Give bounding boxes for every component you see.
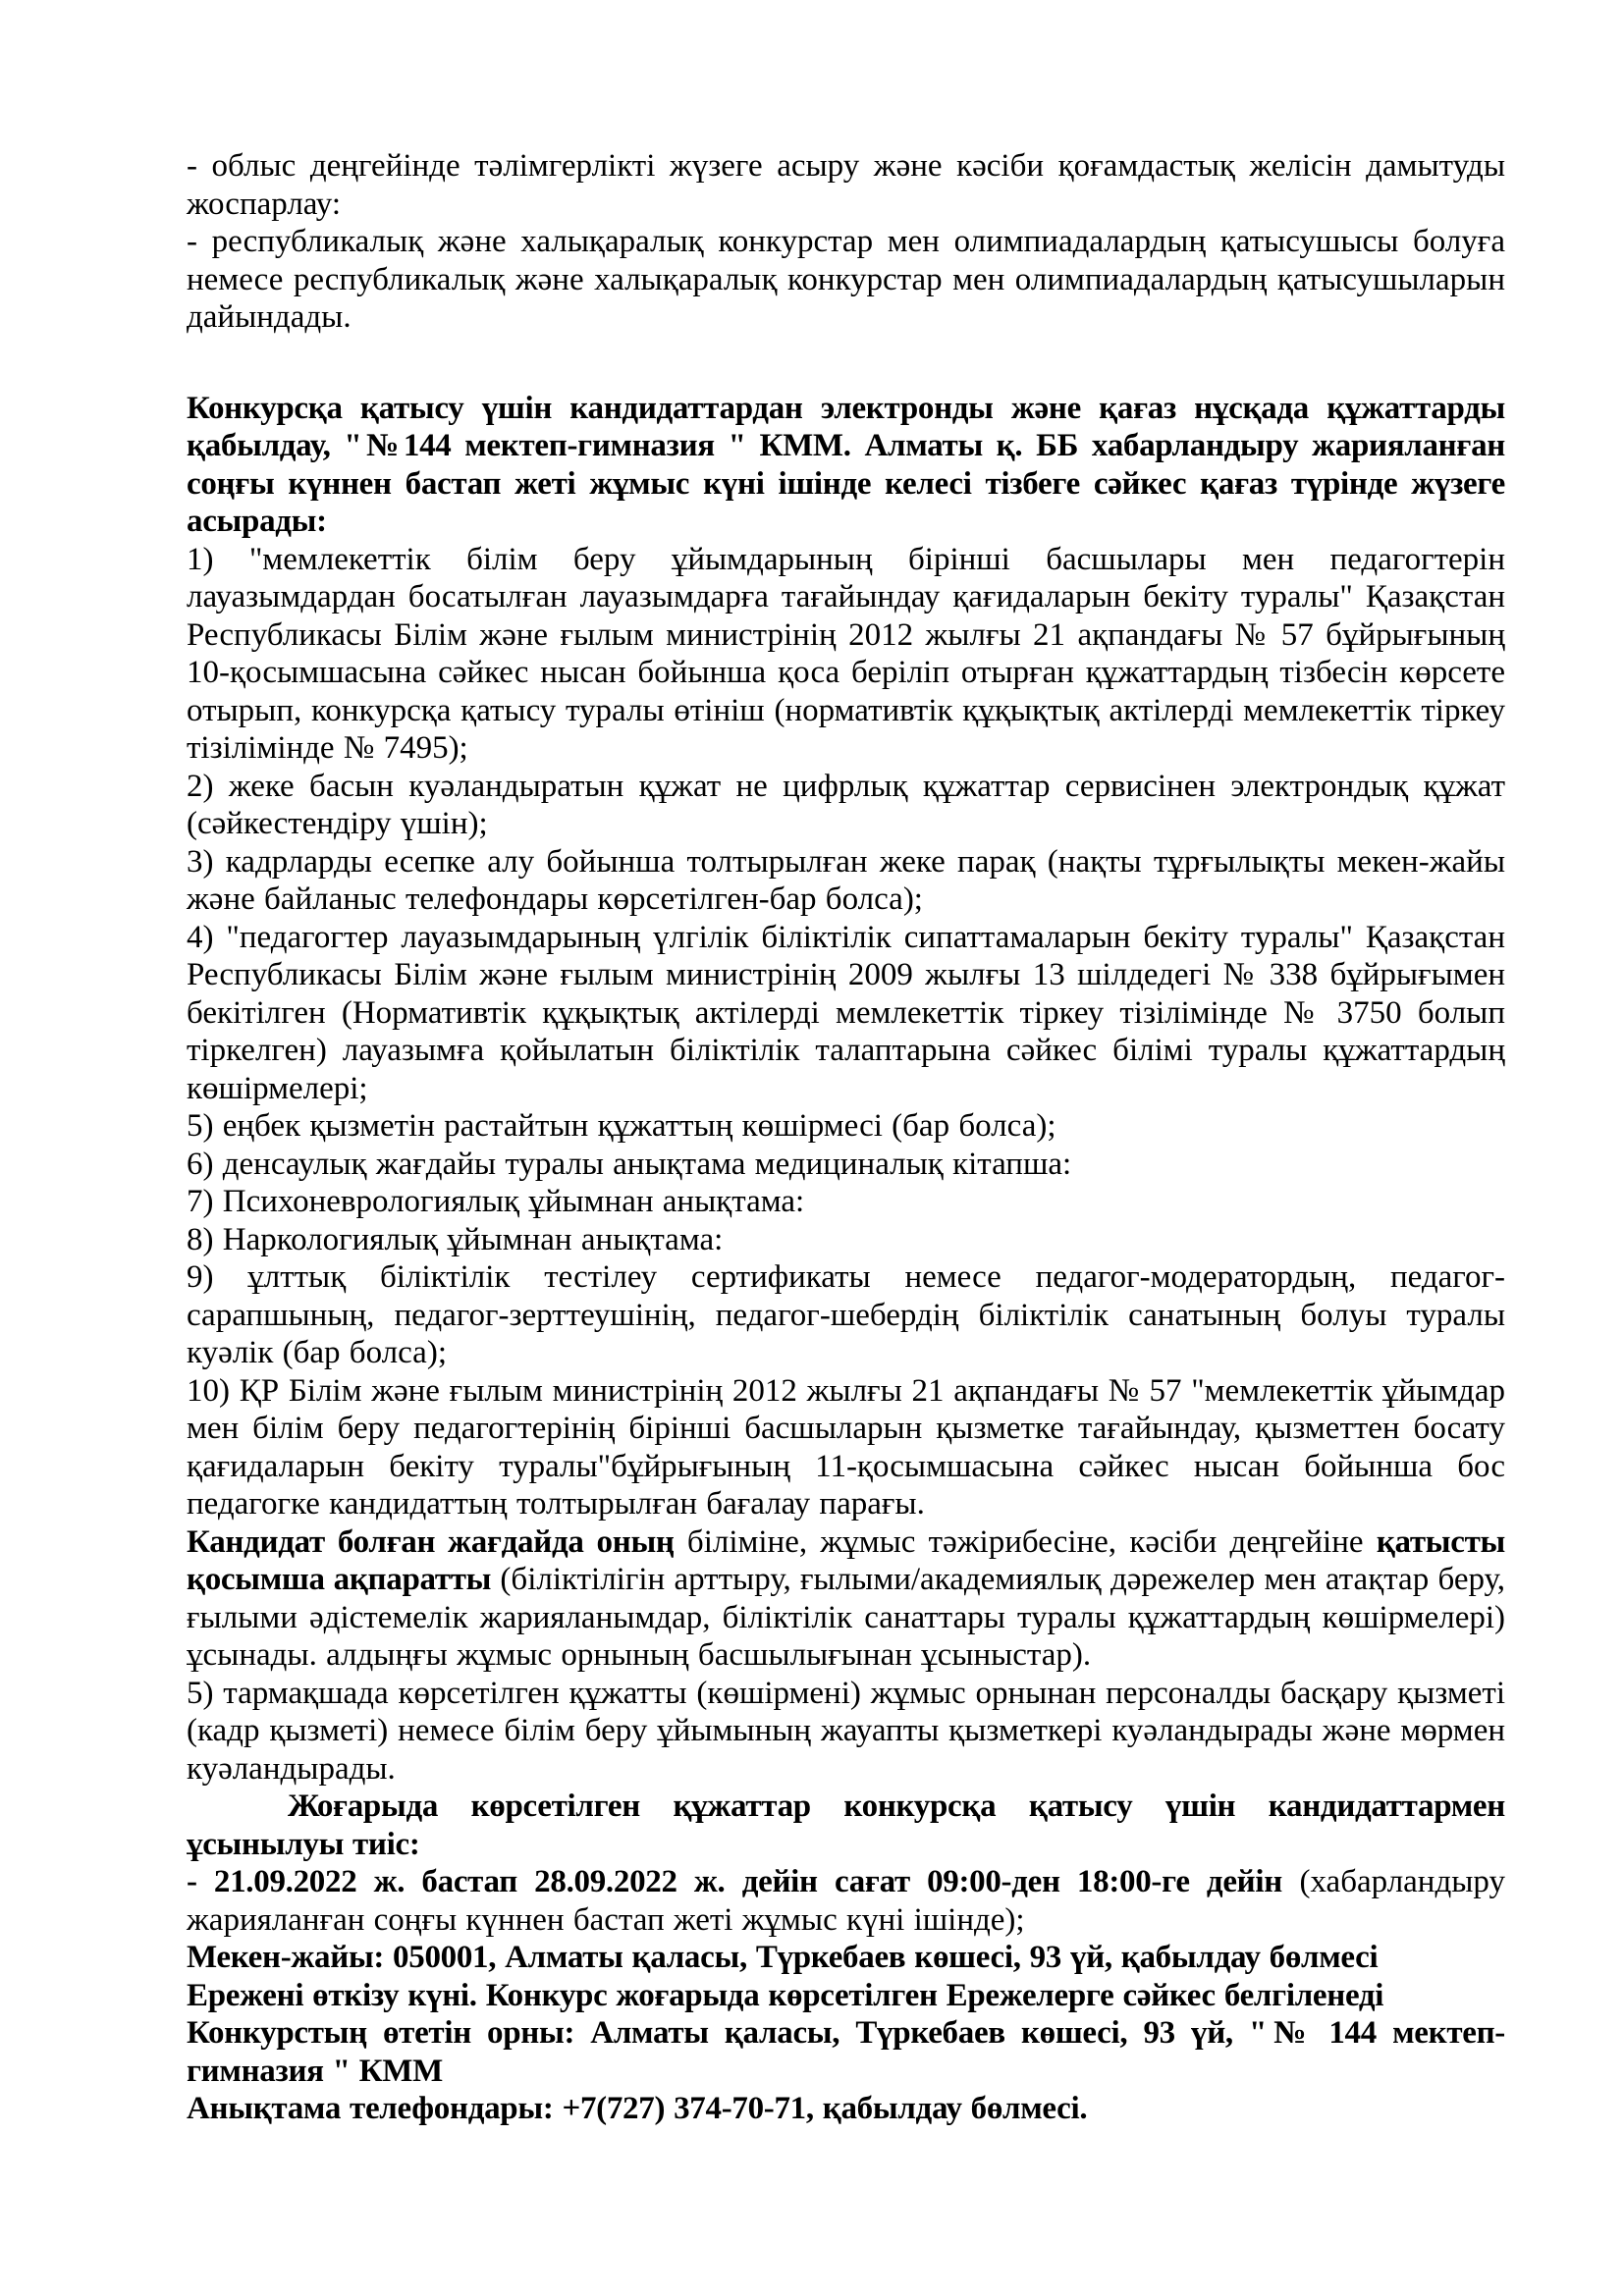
- text-segment: 6) денсаулық жағдайы туралы анықтама медициналық кітапша:: [187, 1146, 1072, 1182]
- text-segment: 10) ҚР Білім және ғылым министрінің 2012 жылғы 21 ақпандағы № 57 "мемлекеттік ұйымдар мен білім беру педагогтерінің бірінші басшыларын қызметке тағайындау, қызметтен босату қағидаларын бекіту туралы"бұйрығының 11-қосымшасына сәйкес нысан бойынша бос педагогке кандидаттың толтырылған бағалау парағы.: [187, 1372, 1505, 1522]
- text-segment: (хабарландыру жарияланған соңғы күннен бастап жеті жұмыс күні ішінде);: [187, 1864, 1505, 1938]
- text-segment: 7) Психоневрологиялық ұйымнан анықтама:: [187, 1184, 805, 1219]
- text-segment-bold: Кандидат болған жағдайда оның: [187, 1523, 675, 1560]
- text-segment: 3) кадрларды есепке алу бойынша толтырылған жеке парақ (нақты тұрғылықты мекен-жайы және байланыс телефондары көрсетілген-бар болса);: [187, 843, 1505, 917]
- bullet-oblys-mentoring: [187, 147, 1505, 223]
- list-item-6: [187, 1146, 1505, 1184]
- para-submission-dates: [187, 1863, 1505, 1939]
- para-tarmaqshada: [187, 1675, 1505, 1789]
- text-segment: 8) Наркологиялық ұйымнан анықтама:: [187, 1221, 724, 1257]
- document-body: [187, 147, 1505, 2128]
- para-zhogaryda-submission: [187, 1788, 1505, 1863]
- list-item-5: [187, 1107, 1505, 1146]
- para-kandidat-additional-info: [187, 1523, 1505, 1675]
- list-item-2: [187, 768, 1505, 843]
- text-segment-bold: Ережені өткізу күні. Конкурс жоғарыда көрсетілген Ережелерге сәйкес белгіленеді: [187, 1977, 1384, 2013]
- text-segment-bold: Конкурстың өтетін орны: Алматы қаласы, Түркебаев көшесі, 93 үй, "№ 144 мектеп-гимназия " КММ: [187, 2015, 1505, 2089]
- text-segment: 5) еңбек қызметін растайтын құжаттың көшірмесі (бар болса);: [187, 1108, 1056, 1144]
- list-item-1: [187, 541, 1505, 768]
- list-item-10: [187, 1372, 1505, 1523]
- list-item-9: [187, 1258, 1505, 1372]
- para-address: [187, 1939, 1505, 1977]
- para-venue: [187, 2014, 1505, 2090]
- para-rules-date: [187, 1977, 1505, 2015]
- text-segment-bold: Мекен-жайы: 050001, Алматы қаласы, Түркебаев көшесі, 93 үй, қабылдау бөлмесі: [187, 1940, 1379, 1975]
- text-segment-bold: қатысты қосымша ақпаратты: [187, 1523, 1505, 1597]
- text-segment: 2) жеке басын куәландыратын құжат не цифрлық құжаттар сервисінен электрондық құжат (сәйкестендіру үшін);: [187, 768, 1505, 841]
- para-phone: [187, 2090, 1505, 2128]
- list-item-4: [187, 919, 1505, 1108]
- text-segment-bold: - 21.09.2022 ж. бастап 28.09.2022 ж. дейін сағат 09:00-ден 18:00-ге дейін: [187, 1864, 1282, 1899]
- text-segment-bold: Анықтама телефондары: +7(727) 374-70-71, қабылдау бөлмесі.: [187, 2091, 1088, 2126]
- text-segment: - республикалық және халықаралық конкурстар мен олимпиадалардың қатысушысы болуға немесе республикалық және халықаралық конкурстар мен олимпиадалардың қатысушыларын дайындады.: [187, 224, 1505, 335]
- bullet-respublika-olympiad: [187, 223, 1505, 337]
- text-segment: 1) "мемлекеттік білім беру ұйымдарының бірінші басшылары мен педагогтерін лауазымдардан босатылған лауазымдарға тағайындау қағидаларын бекіту туралы" Қазақстан Республикасы Білім және ғылым министрінің 2012 жылғы 21 ақпандағы № 57 бұйрығының 10-қосымшасына сәйкес нысан бойынша қоса беріліп отырған құжаттардың тізбесін көрсете отырып, конкурсқа қатысу туралы өтініш (нормативтік құқықтық актілерді мемлекеттік тіркеу тізілімінде № 7495);: [187, 541, 1505, 766]
- text-segment-bold: Жоғарыда көрсетілген құжаттар конкурсқа қатысу үшін кандидаттармен ұсынылуы тиіс:: [187, 1789, 1505, 1862]
- list-item-7: [187, 1183, 1505, 1221]
- text-segment-bold: Конкурсқа қатысу үшін кандидаттардан электронды және қағаз нұсқада құжаттарды қабылдау, "№144 мектеп-гимназия " КММ. Алматы қ. ББ хабарландыру жарияланған соңғы күннен бастап жеті жұмыс күні ішінде келесі тізбеге сәйкес қағаз түрінде жүзеге асырады:: [187, 390, 1505, 539]
- text-segment: біліміне, жұмыс тәжірибесіне, кәсіби деңгейіне: [674, 1523, 1377, 1560]
- para-konkurs-intro: [187, 390, 1505, 541]
- text-segment: 4) "педагогтер лауазымдарының үлгілік біліктілік сипаттамаларын бекіту туралы" Қазақстан Республикасы Білім және ғылым министрінің 2009 жылғы 13 шілдедегі № 338 бұйрығымен бекітілген (Нормативтік құқықтық актілерді мемлекеттік тіркеу тізілімінде № 3750 болып тіркелген) лауазымға қойылатын біліктілік талаптарына сәйкес білімі туралы құжаттардың көшірмелері;: [187, 919, 1505, 1106]
- text-segment: 9) ұлттық біліктілік тестілеу сертификаты немесе педагог-модератордың, педагог-сарапшының, педагог-зерттеушінің, педагог-шебердің біліктілік санатының болуы туралы куәлік (бар болса);: [187, 1259, 1505, 1370]
- list-item-3: [187, 843, 1505, 919]
- text-segment: 5) тармақшада көрсетілген құжатты (көшірмені) жұмыс орнынан персоналды басқару қызметі (кадр қызметі) немесе білім беру ұйымының жауапты қызметкері куәландырады және мөрмен куәландырады.: [187, 1675, 1505, 1787]
- text-segment: - облыс деңгейінде тәлімгерлікті жүзеге асыру және кәсіби қоғамдастық желісін дамытуды жоспарлау:: [187, 148, 1505, 222]
- list-item-8: [187, 1221, 1505, 1259]
- text-segment: (біліктілігін арттыру, ғылыми/академиялық дәрежелер мен атақтар беру, ғылыми әдістемелік жарияланымдар, біліктілік санаттары туралы құжаттардың көшірмелері) ұсынады. алдыңғы жұмыс орнының басшылығынан ұсыныстар).: [187, 1562, 1505, 1673]
- blank-line: [187, 337, 1505, 390]
